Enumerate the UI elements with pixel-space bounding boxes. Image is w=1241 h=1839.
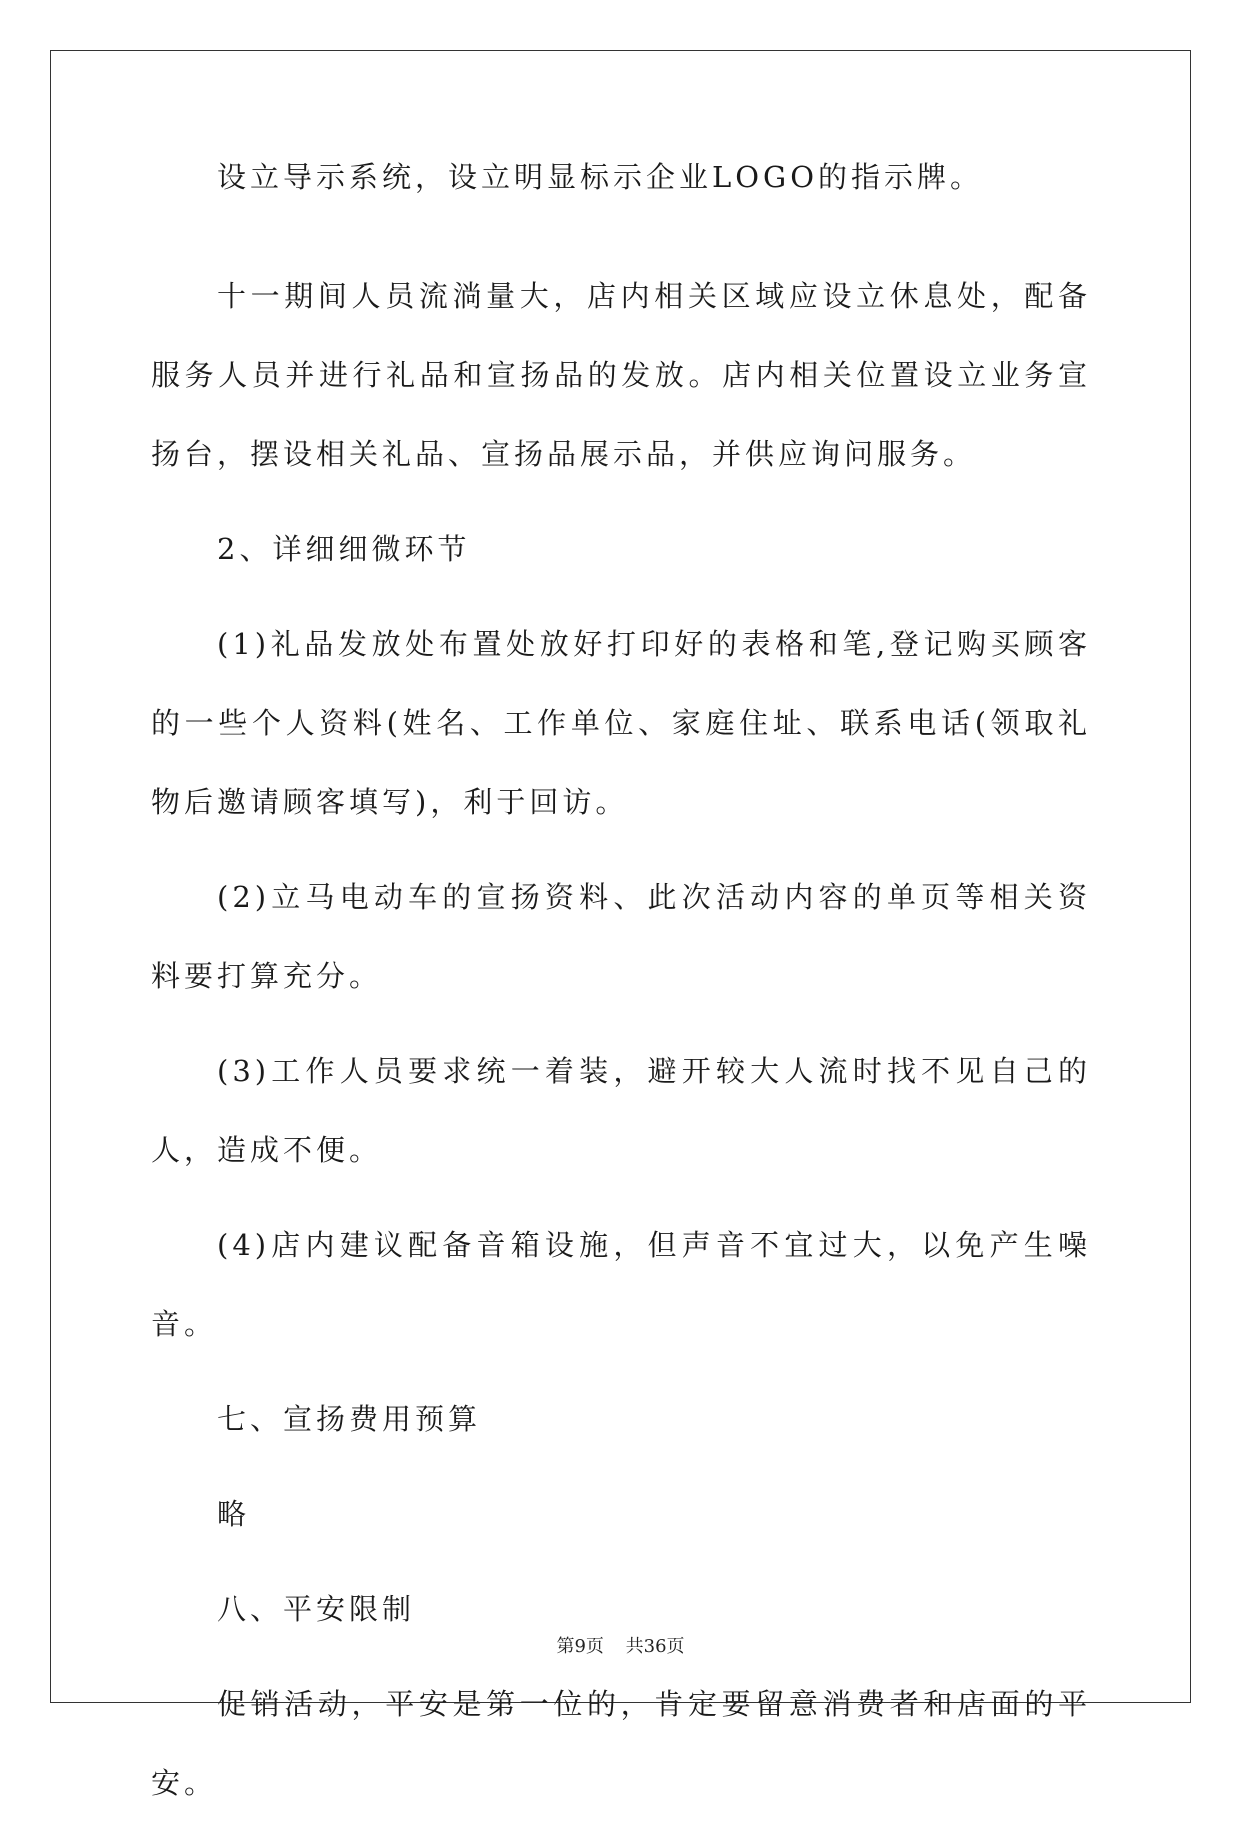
page-footer [0,1632,1241,1658]
paragraph: 设立导示系统，设立明显标示企业LOGO的指示牌。 [217,160,983,194]
paragraph: (2)立马电动车的宣扬资料、此次活动内容的单页等相关资料要打算充分。 [151,880,1091,993]
section-heading: 七、宣扬费用预算 [217,1402,482,1436]
paragraph: 十一期间人员流淌量大，店内相关区域应设立休息处，配备服务人员并进行礼品和宣扬品的发放。店内相关位置设立业务宣扬台，摆设相关礼品、宣扬品展示品，并供应询问服务。 [151,279,1091,471]
paragraph: 促销活动，平安是第一位的，肯定要留意消费者和店面的平安。 [151,1687,1091,1800]
paragraph: (4)店内建议配备音箱设施，但声音不宜过大，以免产生噪音。 [151,1228,1091,1341]
section-heading: 八、平安限制 [217,1592,416,1626]
paragraph: (1)礼品发放处布置处放好打印好的表格和笔,登记购买顾客的一些个人资料(姓名、工作单位、家庭住址、联系电话(领取礼物后邀请顾客填写)，利于回访。 [151,627,1091,819]
paragraph: 略 [217,1497,251,1531]
page-number: 第9页 [556,1636,604,1657]
section-heading: 2、详细细微环节 [217,532,471,566]
paragraph: (3)工作人员要求统一着装，避开较大人流时找不见自己的人，造成不便。 [151,1054,1091,1167]
page-total: 共36页 [625,1636,685,1657]
document-body [151,160,1091,1839]
